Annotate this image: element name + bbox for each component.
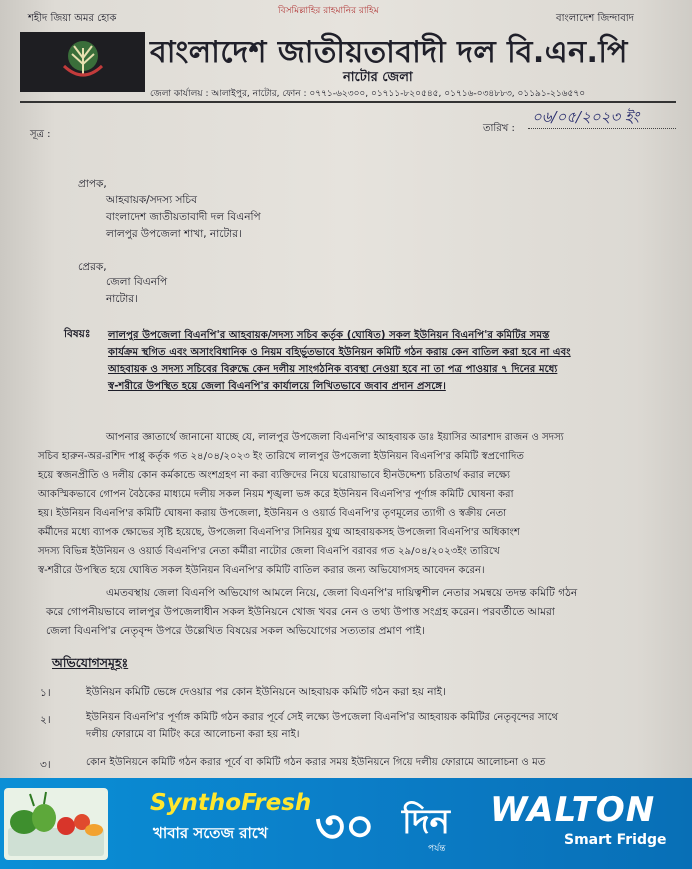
date-label: তারিখ : [483, 123, 515, 134]
header-divider [20, 101, 676, 103]
body-line: করে গোপনীয়ভাবে লালপুর উপজেলাধীন সকল ইউনিয়নে খোজ খবর নেন ও তথ্য উপাত্ত সংগ্রহ করেন। পরবর্তীতে আমরা [46, 606, 555, 618]
allegation-number: ১। [40, 687, 51, 699]
district-name: নাটোর জেলা [343, 70, 413, 85]
allegations-heading: অভিযোগসমূহঃ [52, 655, 129, 670]
subject-line: কার্যক্রম স্থগিত এবং অসাংবিধানিক ও নিয়ম বহির্ভূতভাবে ইউনিয়ন কমিটি গঠন করায় কেন বাতিল করা হবে না এবং [108, 347, 571, 358]
vegetable-tray-image [4, 788, 108, 860]
body-line: এমতবস্থায় জেলা বিএনপি অভিযোগ আমলে নিয়ে, জেলা বিএনপি'র দায়িত্বশীল নেতার সমন্বয়ে তদন্ত কমিটি গঠন [106, 587, 578, 599]
ad-banner[interactable] [0, 778, 692, 869]
shaheed-slogan: শহীদ জিয়া অমর হোক [28, 13, 117, 24]
subject-label: বিষয়ঃ [64, 328, 91, 340]
party-flag-logo [20, 32, 145, 92]
recipient-line: লালপুর উপজেলা শাখা, নাটোর। [106, 228, 242, 240]
subject-line: আহবায়ক ও সদস্য সচিবের বিরুদ্ধে কেন দলীয় সাংগঠনিক ব্যবস্থা নেওয়া হবে না তা পত্র পাওয়ার ৭ দিনের মধ্যে [108, 364, 558, 375]
brand-name: SynthoFresh [150, 790, 312, 816]
party-name-title: বাংলাদেশ জাতীয়তাবাদী দল বি.এন.পি [150, 35, 628, 70]
subject-line: লালপুর উপজেলা বিএনপি'র আহবায়ক/সদস্য সচিব কর্তৃক (ঘোষিত) সকল ইউনিয়ন বিএনপি'র কমিটির সমস্ত [108, 330, 550, 341]
allegation-number: ৩। [40, 759, 51, 771]
body-line: আপনার জ্ঞাতার্থে জানানো যাচ্ছে যে, লালপুর উপজেলা বিএনপি'র আহবায়ক ডাঃ ইয়াসির আরশাদ রাজন ও সদস্য [106, 432, 564, 443]
days-word: দিন [402, 802, 450, 842]
body-paragraph-1 [38, 430, 658, 582]
jindabad-slogan: বাংলাদেশ জিন্দাবাদ [556, 13, 634, 24]
sender-line: জেলা বিএনপি [106, 276, 168, 288]
company-logo: WALTON [490, 790, 656, 830]
body-line: হয়। ইউনিয়ন বিএনপি'র কমিটি ঘোষনা করায় উপজেলা, ইউনিয়ন ও ওয়ার্ড বিএনপি'র তৃণমূলের ত্যাগী ও স্বক্রীয় নেতা [38, 508, 507, 519]
contact-line: জেলা কার্যালয় : আলাইপুর, নাটোর, ফোন : ০৭৭১-৬২৩০০, ০১৭১১-৮২০৫৪৫, ০১৭১৬-০৩৪৮৮৩, ০১১৯১-২১৬৫৭০ [150, 89, 586, 99]
days-number: ৩০ [315, 799, 375, 853]
body-line: স্ব-শরীরে উপস্থিত হয়ে ঘোষিত সকল ইউনিয়ন বিএনপি'র কমিটি বাতিল করার জন্য অভিযোগসহ আবেদন করেন। [38, 565, 485, 576]
paddy-sheaf-icon [58, 36, 108, 86]
allegation-line: দলীয় ফোরামে বা মিটিং করে আলোচনা করা হয় নাই। [86, 729, 300, 740]
date-value: ০৬/০৫/২০২৩ ইং [532, 108, 640, 126]
allegation-line: ইউনিয়ন বিএনপি'র পূর্ণাঙ্গ কমিটি গঠন করার পূর্বে সেই লক্ষ্যে উপজেলা বিএনপি'র আহবায়ক কমিটির নেতৃবৃন্দের সাথে [86, 712, 559, 723]
allegation-line: ইউনিয়ন কমিটি ভেঙ্গে দেওয়ার পর কোন ইউনিয়নে আহবায়ক কমিটি গঠন করা হয় নাই। [86, 686, 446, 698]
sender-label: প্রেরক, [78, 261, 107, 273]
vegetables-icon [4, 788, 108, 860]
recipient-line: বাংলাদেশ জাতীয়তাবাদী দল বিএনপি [106, 211, 261, 223]
days-suffix: পর্যন্ত [428, 844, 446, 854]
subject-block [108, 328, 678, 396]
allegation-line: কোন ইউনিয়নে কমিটি গঠন করার পূর্বে বা কমিটি গঠন করার সময় ইউনিয়নে গিয়ে দলীয় ফোরামে আলোচনা ও মত [86, 757, 546, 768]
body-line: হয়ে স্বজনপ্রীতি ও দলীয় কোন কর্মকান্ডে অংশগ্রহণ না করা ব্যক্তিদের নিয়ে ঘরোয়াভাবে হীনউদ্দেশ্য চরিতার্থ করার লক্ষ্যে [38, 470, 511, 481]
sender-line: নাটোর। [106, 293, 138, 305]
bismillah-text: বিসমিল্লাহির রাহমানির রাহিম [278, 6, 379, 16]
allegation-number: ২। [40, 714, 51, 726]
body-line: জেলা বিএনপি'র নেতৃবৃন্দ উপরে উল্লেখিত বিষয়ের সকল অভিযোগের সত্যতার প্রমাণ পাই। [46, 625, 425, 637]
body-line: সদস্য বিভিন্ন ইউনিয়ন ও ওয়ার্ড বিএনপি'র নেতা কর্মীরা নাটোর জেলা বিএনপি বরাবর গত ২৯/০৪/২০২৩ইং তারিখে [38, 546, 500, 557]
product-name: Smart Fridge [564, 832, 667, 848]
body-line: আকস্মিকভাবে গোপন বৈঠকের মাধ্যমে দলীয় সকল নিয়ম শৃঙ্খলা ভঙ্গ করে ইউনিয়ন বিএনপি'র পূর্ণাঙ্গ কমিটি ঘোষনা করা [38, 489, 514, 500]
ref-label: সূত্র : [30, 129, 51, 140]
date-dotted-line [528, 128, 676, 129]
body-line: সচিব হারুন-অর-রশিদ পাপ্পু কর্তৃক গত ২৪/০৪/২০২৩ ইং তারিখে লালপুর উপজেলা ইউনিয়ন বিএনপি'র কমিটি স্বপ্রণোদিত [38, 451, 525, 462]
body-line: কর্মীদের মধ্যে ব্যাপক ক্ষোভের সৃষ্টি হয়েছে, উপজেলা বিএনপি'র সিনিয়র যুগ্ম আহবায়কসহ উপজেলা বিএনপি'র অধিকাংশ [38, 527, 520, 538]
recipient-line: আহবায়ক/সদস্য সচিব [106, 194, 197, 206]
recipient-label: প্রাপক, [78, 178, 107, 190]
ad-tagline: খাবার সতেজ রাখে [153, 824, 268, 842]
subject-line: স্ব-শরীরে উপস্থিত হয়ে জেলা বিএনপি'র কার্যালয়ে লিখিতভাবে জবাব প্রদান প্রসঙ্গে। [108, 381, 446, 392]
body-paragraph-2 [46, 586, 666, 643]
